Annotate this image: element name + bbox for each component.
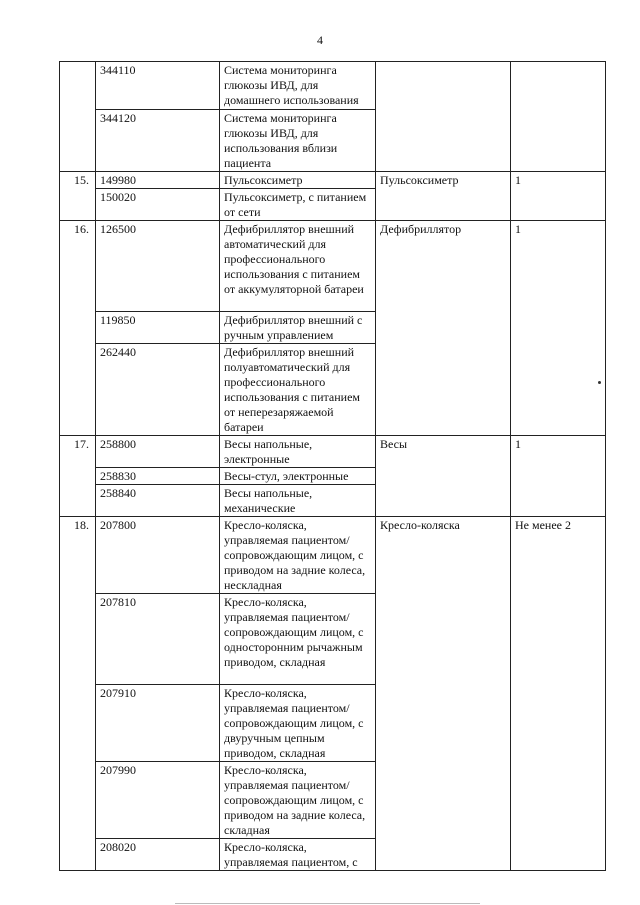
name-cell: Весы напольные, механические <box>220 485 376 517</box>
qty-cell: Не менее 2 <box>511 517 606 871</box>
type-cell: Дефибриллятор <box>376 221 511 436</box>
item-number-cell: 18. <box>60 517 96 871</box>
item-number-cell <box>60 62 96 172</box>
name-cell: Кресло-коляска, управляемая пациентом/ сопровождающим лицом, с односторонним рычажным приводом, складная <box>220 594 376 685</box>
table-row <box>60 62 606 110</box>
qty-cell: 1 <box>511 221 606 436</box>
code-cell: 207800 <box>96 517 220 594</box>
type-cell: Пульсоксиметр <box>376 172 511 221</box>
code-cell: 344120 <box>96 110 220 172</box>
name-cell: Пульсоксиметр <box>220 172 376 189</box>
name-cell: Весы напольные, электронные <box>220 436 376 468</box>
qty-cell: 1 <box>511 436 606 517</box>
name-cell: Система мониторинга глюкозы ИВД, для использования вблизи пациента <box>220 110 376 172</box>
table-row <box>60 172 606 189</box>
name-cell: Кресло-коляска, управляемая пациентом, с <box>220 839 376 871</box>
scan-edge-line <box>175 903 480 904</box>
table-row <box>60 221 606 312</box>
type-cell: Весы <box>376 436 511 517</box>
table-row <box>60 436 606 468</box>
page-number: 4 <box>317 33 323 47</box>
name-cell: Кресло-коляска, управляемая пациентом/ сопровождающим лицом, с приводом на задние колеса, нескладная <box>220 517 376 594</box>
equipment-table <box>59 61 606 871</box>
name-cell: Кресло-коляска, управляемая пациентом/ сопровождающим лицом, с приводом на задние колеса, складная <box>220 762 376 839</box>
code-cell: 344110 <box>96 62 220 110</box>
type-cell <box>376 62 511 172</box>
item-number-cell: 15. <box>60 172 96 221</box>
code-cell: 207910 <box>96 685 220 762</box>
code-cell: 208020 <box>96 839 220 871</box>
name-cell: Дефибриллятор внешний полуавтоматический для профессионального использования с питанием от неперезаряжаемой батареи <box>220 344 376 436</box>
code-cell: 262440 <box>96 344 220 436</box>
code-cell: 126500 <box>96 221 220 312</box>
item-number-cell: 16. <box>60 221 96 436</box>
code-cell: 207990 <box>96 762 220 839</box>
scan-speck <box>598 381 601 384</box>
code-cell: 149980 <box>96 172 220 189</box>
code-cell: 258840 <box>96 485 220 517</box>
name-cell: Система мониторинга глюкозы ИВД, для домашнего использования <box>220 62 376 110</box>
name-cell: Пульсоксиметр, с питанием от сети <box>220 189 376 221</box>
code-cell: 150020 <box>96 189 220 221</box>
name-cell: Весы-стул, электронные <box>220 468 376 485</box>
table-row <box>60 517 606 594</box>
qty-cell <box>511 62 606 172</box>
name-cell: Дефибриллятор внешний с ручным управлением <box>220 312 376 344</box>
type-cell: Кресло-коляска <box>376 517 511 871</box>
code-cell: 258800 <box>96 436 220 468</box>
code-cell: 207810 <box>96 594 220 685</box>
item-number-cell: 17. <box>60 436 96 517</box>
qty-cell: 1 <box>511 172 606 221</box>
name-cell: Кресло-коляска, управляемая пациентом/ сопровождающим лицом, с двуручным цепным приводом, складная <box>220 685 376 762</box>
name-cell: Дефибриллятор внешний автоматический для профессионального использования с питанием от аккумуляторной батареи <box>220 221 376 312</box>
code-cell: 258830 <box>96 468 220 485</box>
code-cell: 119850 <box>96 312 220 344</box>
